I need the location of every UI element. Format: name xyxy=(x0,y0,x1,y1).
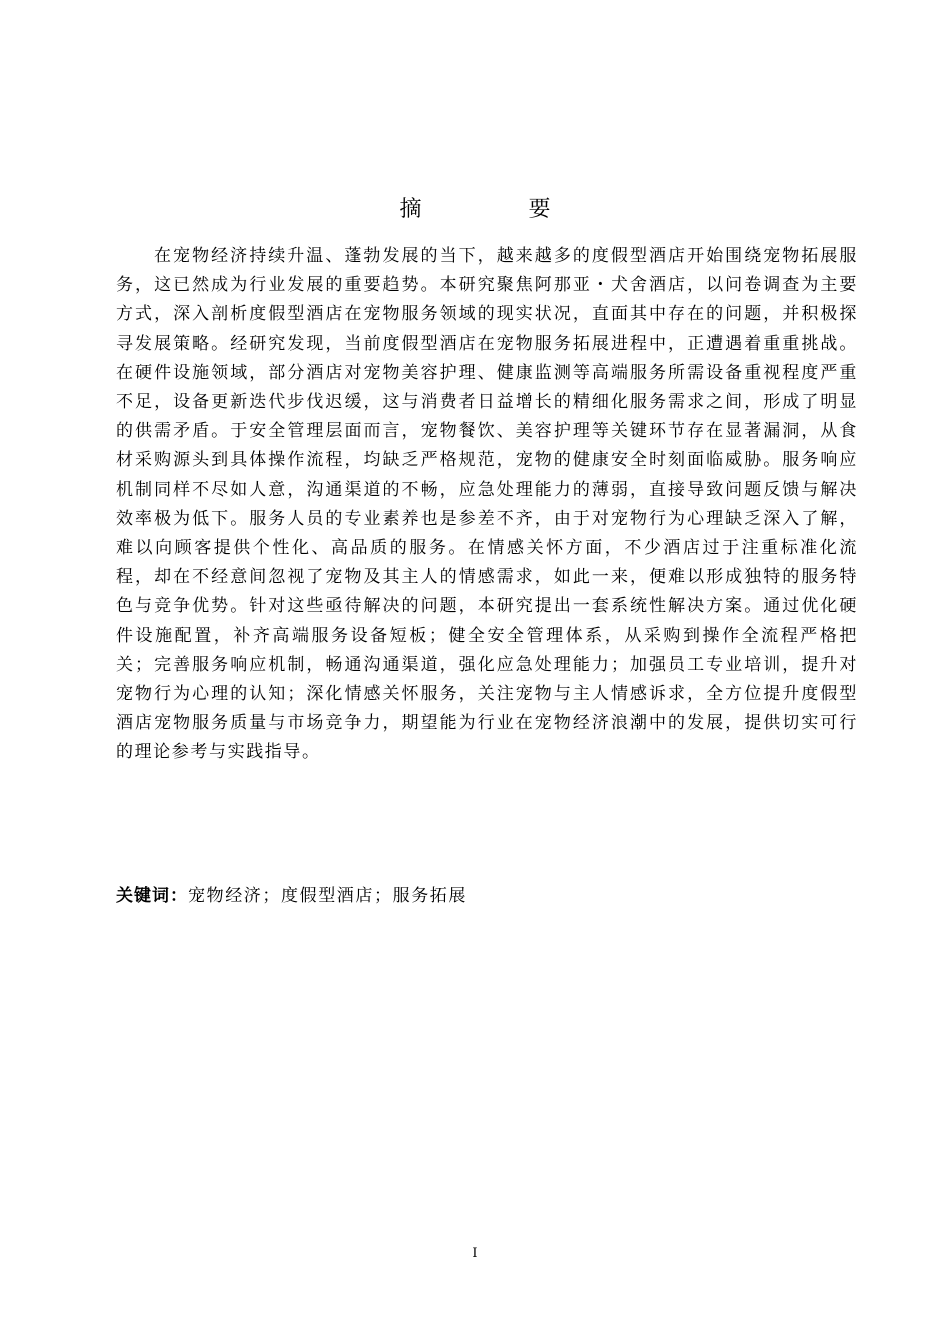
page-number: I xyxy=(472,1246,478,1261)
keywords-text: 宠物经济；度假型酒店；服务拓展 xyxy=(188,886,467,906)
keywords-line xyxy=(116,882,858,911)
abstract-body: 在宠物经济持续升温、蓬勃发展的当下，越来越多的度假型酒店开始围绕宠物拓展服务，这已然成为行业发展的重要趋势。本研究聚焦阿那亚・犬舍酒店，以问卷调查为主要方式，深入剖析度假型酒店在宠物服务领域的现实状况，直面其中存在的问题，并积极探寻发展策略。经研究发现，当前度假型酒店在宠物服务拓展进程中，正遭遇着重重挑战。在硬件设施领域，部分酒店对宠物美容护理、健康监测等高端服务所需设备重视程度严重不足，设备更新迭代步伐迟缓，这与消费者日益增长的精细化服务需求之间，形成了明显的供需矛盾。于安全管理层面而言，宠物餐饮、美容护理等关键环节存在显著漏洞，从食材采购源头到具体操作流程，均缺乏严格规范，宠物的健康安全时刻面临威胁。服务响应机制同样不尽如人意，沟通渠道的不畅，应急处理能力的薄弱，直接导致问题反馈与解决效率极为低下。服务人员的专业素养也是参差不齐，由于对宠物行为心理缺乏深入了解，难以向顾客提供个性化、高品质的服务。在情感关怀方面，不少酒店过于注重标准化流程，却在不经意间忽视了宠物及其主人的情感需求，如此一来，便难以形成独特的服务特色与竞争优势。针对这些亟待解决的问题，本研究提出一套系统性解决方案。通过优化硬件设施配置，补齐高端服务设备短板；健全安全管理体系，从采购到操作全流程严格把关；完善服务响应机制，畅通沟通渠道，强化应急处理能力；加强员工专业培训，提升对宠物行为心理的认知；深化情感关怀服务，关注宠物与主人情感诉求，全方位提升度假型酒店宠物服务质量与市场竞争力，期望能为行业在宠物经济浪潮中的发展，提供切实可行的理论参考与实践指导。 xyxy=(116,246,858,763)
abstract-title: 摘 要 xyxy=(399,196,601,222)
keywords-label: 关键词： xyxy=(116,886,188,906)
